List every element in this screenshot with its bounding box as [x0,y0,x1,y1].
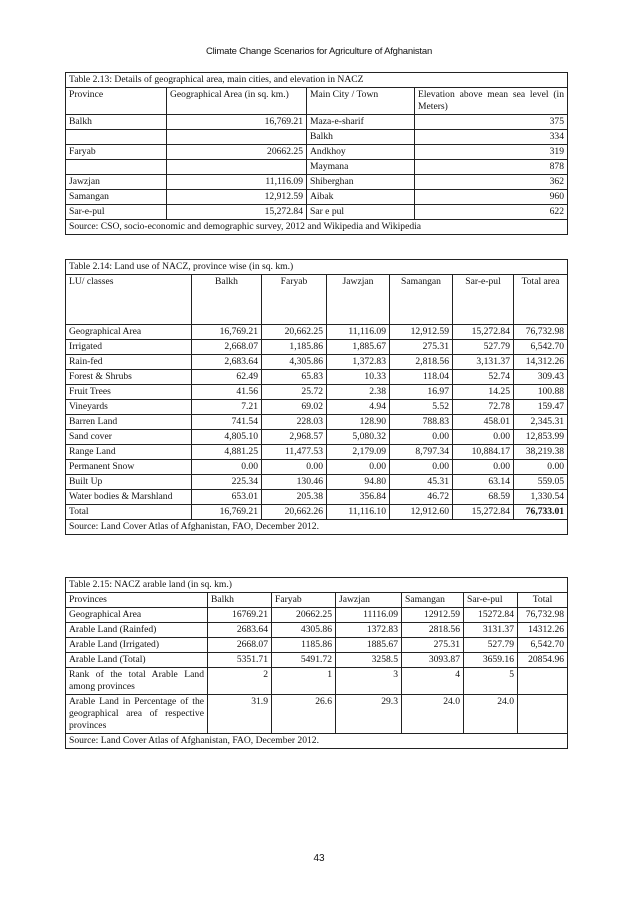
table-cell: 65.83 [262,370,327,385]
table-cell: 3258.5 [336,653,402,668]
table-cell: Maymana [307,160,415,175]
table-body [66,608,568,734]
table-cell: 356.84 [327,490,390,505]
table-cell: 3,131.37 [453,355,514,370]
row-label: Forest & Shrubs [66,370,192,385]
table-cell: 1,330.54 [514,490,568,505]
table-cell: 15272.84 [464,608,518,623]
table-cell: 334 [415,130,568,145]
table-2-14 [65,259,568,535]
row-label [66,160,167,175]
row-label: Built Up [66,475,192,490]
row-label: Range Land [66,445,192,460]
table-cell: 1372.83 [336,623,402,638]
table-cell: 1,885.67 [327,340,390,355]
table-cell: 5 [464,668,518,695]
table-cell: 118.04 [390,370,453,385]
table-cell: 12,853.99 [514,430,568,445]
table-caption: Table 2.15: NACZ arable land (in sq. km.) [66,578,568,593]
table-cell: 0.00 [514,460,568,475]
row-label [66,130,167,145]
table-row [66,638,568,653]
table-row [66,160,568,175]
row-label: Arable Land (Rainfed) [66,623,208,638]
row-label: Rain-fed [66,355,192,370]
table-cell: 2,179.09 [327,445,390,460]
table-cell: 12,912.59 [390,325,453,340]
table-cell: Aibak [307,190,415,205]
table-cell: 228.03 [262,415,327,430]
column-header: Jawzjan [327,275,390,325]
table-cell: 2,683.64 [192,355,262,370]
table-cell: 2818.56 [402,623,464,638]
table-cell: Sar e pul [307,205,415,220]
table-cell: 0.00 [262,460,327,475]
table-cell: 2,345.31 [514,415,568,430]
table-caption: Table 2.13: Details of geographical area, main cities, and elevation in NACZ [66,73,568,88]
table-cell: 16,769.21 [167,115,307,130]
table-cell: 741.54 [192,415,262,430]
table-cell: 130.46 [262,475,327,490]
table-cell: 12,912.59 [167,190,307,205]
table-cell: 6,542.70 [514,340,568,355]
column-header: Geographical Area (in sq. km.) [167,88,307,115]
table-row [66,490,568,505]
table-cell: 94.80 [327,475,390,490]
table-cell: 76,732.98 [514,325,568,340]
table-cell: 225.34 [192,475,262,490]
table-cell: 11,116.09 [327,325,390,340]
table-cell: 10,884.17 [453,445,514,460]
table-cell: 29.3 [336,695,402,734]
table-cell: 38,219.38 [514,445,568,460]
column-header: Sar-e-pul [464,593,518,608]
table-cell: 375 [415,115,568,130]
table-row [66,355,568,370]
table-row [66,400,568,415]
table-cell: 46.72 [390,490,453,505]
row-label: Vineyards [66,400,192,415]
table-cell: 788.83 [390,415,453,430]
table-cell [167,160,307,175]
table-caption: Table 2.14: Land use of NACZ, province wise (in sq. km.) [66,260,568,275]
table-row [66,415,568,430]
table-cell: 0.00 [453,460,514,475]
row-label: Balkh [66,115,167,130]
table-cell: 16,769.21 [192,325,262,340]
table-cell: 62.49 [192,370,262,385]
table-cell: 14.25 [453,385,514,400]
table-cell: 0.00 [192,460,262,475]
table-cell: 72.78 [453,400,514,415]
table-cell: Balkh [307,130,415,145]
table-cell: 2683.64 [208,623,272,638]
row-label: Rank of the total Arable Land among provinces [66,668,208,695]
table-cell: 2,818.56 [390,355,453,370]
table-row [66,653,568,668]
table-cell: 16769.21 [208,608,272,623]
table-cell: 1885.67 [336,638,402,653]
table-cell: 275.31 [402,638,464,653]
table-row [66,145,568,160]
table-cell: 159.47 [514,400,568,415]
table-row [66,430,568,445]
table-cell: 527.79 [453,340,514,355]
table-cell: 2.38 [327,385,390,400]
table-cell: 15,272.84 [453,325,514,340]
table-cell: 128.90 [327,415,390,430]
table-row [66,205,568,220]
column-header: Province [66,88,167,115]
table-cell: 12912.59 [402,608,464,623]
table-row [66,130,568,145]
table-cell: 100.88 [514,385,568,400]
table-cell: 205.38 [262,490,327,505]
table-cell [518,668,568,695]
table-cell: 26.6 [272,695,336,734]
table-cell: 76,732.98 [518,608,568,623]
table-cell: 41.56 [192,385,262,400]
table-row [66,475,568,490]
column-header: LU/ classes [66,275,192,325]
table-cell: 878 [415,160,568,175]
table-cell: 458.01 [453,415,514,430]
row-label: Arable Land (Irrigated) [66,638,208,653]
column-header: Samangan [402,593,464,608]
table-cell: Shiberghan [307,175,415,190]
row-label: Barren Land [66,415,192,430]
table-cell: 622 [415,205,568,220]
table-cell: 14312.26 [518,623,568,638]
column-header: Jawzjan [336,593,402,608]
table-cell: 4,305.86 [262,355,327,370]
table-cell: 69.02 [262,400,327,415]
table-cell: 16,769.21 [192,505,262,520]
table-cell: 362 [415,175,568,190]
table-cell: 4 [402,668,464,695]
row-label: Geographical Area [66,325,192,340]
row-label: Permanent Snow [66,460,192,475]
table-row [66,505,568,520]
table-cell: 20,662.25 [262,325,327,340]
table-row [66,668,568,695]
table-cell: 4305.86 [272,623,336,638]
column-header: Provinces [66,593,208,608]
table-2-13 [65,72,568,235]
table-cell: 559.05 [514,475,568,490]
row-label: Water bodies & Marshland [66,490,192,505]
row-label: Sand cover [66,430,192,445]
row-label: Arable Land (Total) [66,653,208,668]
table-2-15 [65,577,568,749]
table-row [66,190,568,205]
table-cell: 1,185.86 [262,340,327,355]
table-cell: 960 [415,190,568,205]
row-label: Sar-e-pul [66,205,167,220]
table-body [66,325,568,520]
table-cell: 0.00 [453,430,514,445]
table-cell: 1185.86 [272,638,336,653]
row-label: Jawzjan [66,175,167,190]
column-header: Main City / Town [307,88,415,115]
table-cell: 527.79 [464,638,518,653]
column-header: Elevation above mean sea level (in Meters) [415,88,568,115]
table-cell: 0.00 [390,430,453,445]
table-cell: 4,881.25 [192,445,262,460]
table-cell: 24.0 [464,695,518,734]
table-row [66,608,568,623]
column-header: Sar-e-pul [453,275,514,325]
table-header-row [66,593,568,608]
table-cell: 11116.09 [336,608,402,623]
table-header-row [66,88,568,115]
table-cell: 15,272.84 [453,505,514,520]
table-cell: 11,116.09 [167,175,307,190]
table-cell: 76,733.01 [514,505,568,520]
column-header: Balkh [192,275,262,325]
table-cell: 5351.71 [208,653,272,668]
table-row [66,623,568,638]
table-cell: 11,477.53 [262,445,327,460]
row-label: Samangan [66,190,167,205]
table-cell: 4.94 [327,400,390,415]
table-cell: 2 [208,668,272,695]
table-row [66,460,568,475]
table-cell [167,130,307,145]
table-body [66,115,568,220]
table-cell: 8,797.34 [390,445,453,460]
table-cell: 5,080.32 [327,430,390,445]
table-cell: 68.59 [453,490,514,505]
table-cell: 20,662.26 [262,505,327,520]
table-cell: 12,912.60 [390,505,453,520]
page-number: 43 [313,853,325,864]
table-cell: 5491.72 [272,653,336,668]
table-row [66,175,568,190]
table-cell: 5.52 [390,400,453,415]
table-cell: 15,272.84 [167,205,307,220]
running-header: Climate Change Scenarios for Agriculture of Afghanistan [205,46,433,57]
table-cell: 319 [415,145,568,160]
table-cell: 31.9 [208,695,272,734]
table-row [66,695,568,734]
table-cell: 653.01 [192,490,262,505]
row-label: Faryab [66,145,167,160]
table-cell: 10.33 [327,370,390,385]
table-cell: 3 [336,668,402,695]
table-cell: Maza-e-sharif [307,115,415,130]
table-source: Source: CSO, socio-economic and demographic survey, 2012 and Wikipedia and Wikipedia [66,220,568,235]
column-header: Total area [514,275,568,325]
column-header: Faryab [272,593,336,608]
table-cell: 0.00 [390,460,453,475]
column-header: Faryab [262,275,327,325]
table-cell: 11,116.10 [327,505,390,520]
table-cell: 45.31 [390,475,453,490]
table-cell: 3659.16 [464,653,518,668]
table-cell: 20662.25 [272,608,336,623]
row-label: Arable Land in Percentage of the geographical area of respective provinces [66,695,208,734]
table-cell: 275.31 [390,340,453,355]
table-cell: 309.43 [514,370,568,385]
table-row [66,445,568,460]
table-cell: 2668.07 [208,638,272,653]
table-row [66,340,568,355]
column-header: Balkh [208,593,272,608]
table-cell: 0.00 [327,460,390,475]
table-cell: 7.21 [192,400,262,415]
row-label: Fruit Trees [66,385,192,400]
table-cell: 2,968.57 [262,430,327,445]
table-row [66,325,568,340]
table-header-row [66,275,568,325]
table-cell: 24.0 [402,695,464,734]
table-row [66,115,568,130]
table-row [66,370,568,385]
table-cell: 2,668.07 [192,340,262,355]
column-header: Samangan [390,275,453,325]
column-header: Total [518,593,568,608]
table-cell: 14,312.26 [514,355,568,370]
row-label: Geographical Area [66,608,208,623]
table-cell: 16.97 [390,385,453,400]
table-cell: 25.72 [262,385,327,400]
table-cell: 3131.37 [464,623,518,638]
table-cell: 6,542.70 [518,638,568,653]
table-source: Source: Land Cover Atlas of Afghanistan, FAO, December 2012. [66,734,568,749]
table-cell: 1 [272,668,336,695]
table-cell: 52.74 [453,370,514,385]
table-cell: 20854.96 [518,653,568,668]
table-cell: 20662.25 [167,145,307,160]
table-cell: 3093.87 [402,653,464,668]
table-cell: 4,805.10 [192,430,262,445]
row-label: Irrigated [66,340,192,355]
row-label: Total [66,505,192,520]
table-row [66,385,568,400]
table-cell: Andkhoy [307,145,415,160]
table-cell [518,695,568,734]
table-source: Source: Land Cover Atlas of Afghanistan, FAO, December 2012. [66,520,568,535]
table-cell: 63.14 [453,475,514,490]
table-cell: 1,372.83 [327,355,390,370]
